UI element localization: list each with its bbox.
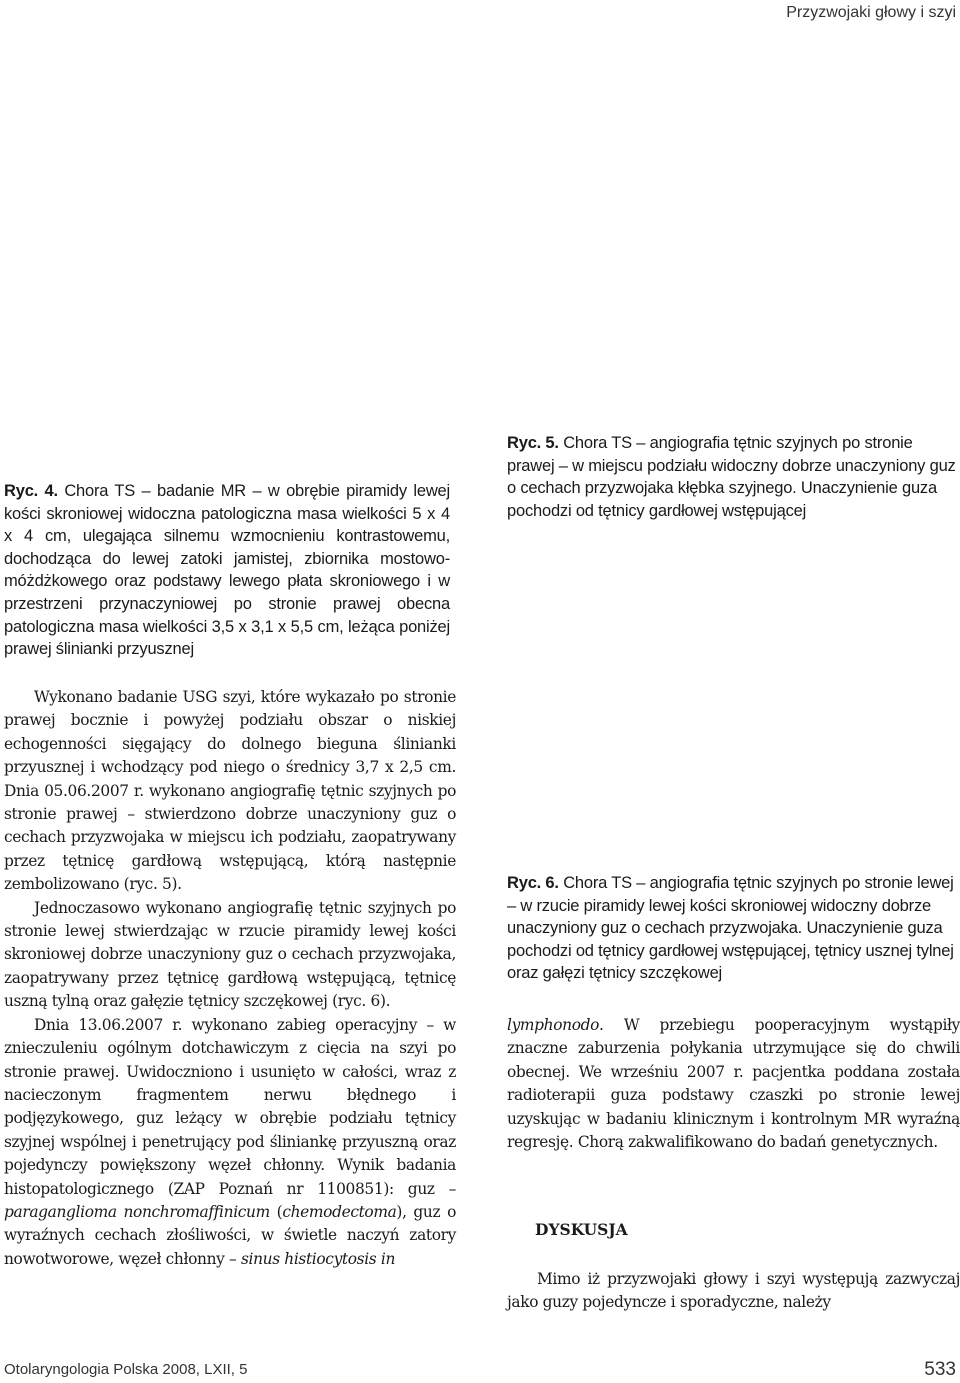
surgery-text-c: ), guz o wyraźnych cechach złośliwości, w świetle naczyń zatory nowotworowe, węzeł chłonny – xyxy=(4,1202,456,1268)
postoperative-text: . W przebiegu pooperacyjnym wystąpiły znaczne zaburzenia połykania utrzymujące się do chwili obecnej. We wrześniu 2007 r. pacjentka poddana została radioterapii guza podstawy czaszki po stronie lewej uzyskując w badaniu klinicznym i kontrolnym MR wyraźną regresję. Chorą zakwalifikowano do badań genetycznych. xyxy=(507,1016,960,1152)
footer-journal: Otolaryngologia Polska 2008, LXII, 5 xyxy=(4,1361,248,1378)
figure-6-label: Ryc. 6. xyxy=(507,874,559,892)
right-column-continuation xyxy=(507,1014,960,1154)
figure-5-label: Ryc. 5. xyxy=(507,434,559,452)
figure-5-text: Chora TS – angiografia tętnic szyjnych po stronie prawej – w miejscu podziału widoczny dobrze unaczyniony guz o cechach przyzwojaka kłębka szyjnego. Unaczynienie guza pochodzi od tętnicy gardłowej wstępującej xyxy=(507,434,956,520)
running-header: Przyzwojaki głowy i szyi xyxy=(786,4,956,21)
paragraph-discussion: Mimo iż przyzwojaki głowy i szyi występują zazwyczaj jako guzy pojedyncze i sporadyczne, należy xyxy=(507,1270,960,1312)
paragraph-angiography: Jednoczasowo wykonano angiografię tętnic szyjnych po stronie lewej stwierdzając w rzucie piramidy lewej kości skroniowej dobrze unaczyniony guz o cechach przyzwojaka, zaopatrywany przez tętnicę gardłową wstępującą, tętnicę uszną tylną oraz gałęzie tętnicy szczękowej (ryc. 6). xyxy=(4,898,456,1011)
paragraph-surgery xyxy=(4,1014,456,1271)
histology-term-1: paraganglioma nonchromaffinicum xyxy=(4,1202,270,1221)
figure-6-text: Chora TS – angiografia tętnic szyjnych po stronie lewej – w rzucie piramidy lewej kości skroniowej widoczny dobrze unaczyniony guz o cechach przyzwojaka. Unaczynienie guza pochodzi od tętnicy gardłowej wstępującej, tętnicy usznej tylnej oraz gałęzi tętnicy szczękowej xyxy=(507,874,954,983)
surgery-text-b: ( xyxy=(269,1202,283,1221)
paragraph-usg: Wykonano badanie USG szyi, które wykazało po stronie prawej bocznie i powyżej podziału obszar o niskiej echogenności sięgający do dolnego bieguna ślinianki przyusznej i wchodzący pod niego o średnicy 3,7 x 2,5 cm. Dnia 05.06.2007 r. wykonano angiografię tętnic szyjnych po stronie prawej – stwierdzono dobrze unaczyniony guz o cechach przyzwojaka w miejscu ich podziału, zaopatrywany przez tętnicę gardłową wstępującą, którą następnie zembolizowano (ryc. 5). xyxy=(4,688,456,894)
discussion-body xyxy=(507,1268,960,1315)
paragraph-postoperative xyxy=(507,1014,960,1154)
surgery-text-a: Dnia 13.06.2007 r. wykonano zabieg operacyjny – w znieczuleniu ogólnym dotchawiczym z cięcia na szyi po stronie prawej. Uwidoczniono i usunięto w całości, wraz z nacieczonym fragmentem nerwu błędnego i podjęzykowego, guz leżący w obrębie podziału tętnicy szyjnej wspólnej i penetrujący pod śliniankę przyuszną oraz pojedynczy powiększony węzeł chłonny. Wynik badania histopatologicznego (ZAP Poznań nr 1100851): guz – xyxy=(4,1015,456,1198)
lymphonodo-term: lymphonodo xyxy=(507,1016,600,1034)
figure-4-label: Ryc. 4. xyxy=(4,482,58,500)
histology-term-2: chemodectoma xyxy=(282,1202,397,1221)
figure-4-caption xyxy=(4,480,450,661)
figure-4-text: Chora TS – badanie MR – w obrębie piramidy lewej kości skroniowej widoczna patologiczna masa wielkości 5 x 4 x 4 cm, ulegająca silnemu wzmocnieniu kontrastowemu, dochodząca do lewej zatoki jamistej, zbiornika mostowo-móżdżkowego oraz podstawy lewego płata skroniowego i w przestrzeni przynaczyniowej po stronie prawej obecna patologiczna masa wielkości 3,5 x 3,1 x 5,5 cm, leżąca poniżej prawej ślinianki przyusznej xyxy=(4,482,450,659)
footer-page-number: 533 xyxy=(924,1359,956,1380)
section-heading-dyskusja: DYSKUSJA xyxy=(535,1220,628,1239)
figure-6-caption xyxy=(507,872,957,985)
figure-5-caption xyxy=(507,432,957,522)
histology-term-3: sinus histiocytosis in xyxy=(240,1249,396,1268)
left-column-body xyxy=(4,686,456,1271)
